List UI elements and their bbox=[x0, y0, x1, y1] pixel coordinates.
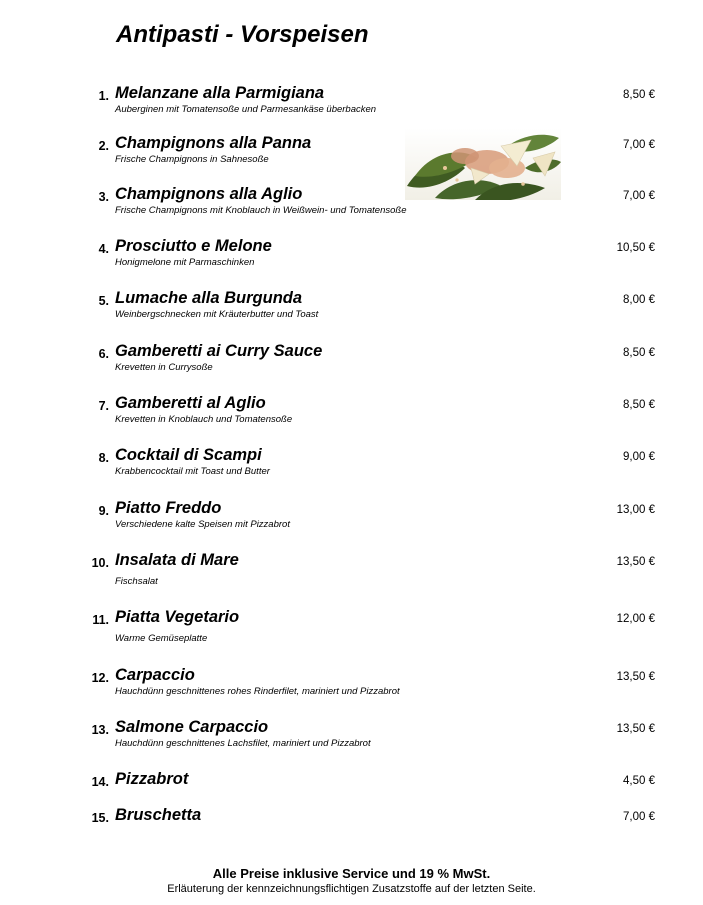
item-price: 4,50 € bbox=[623, 775, 655, 787]
item-description: Warme Gemüseplatte bbox=[115, 633, 208, 644]
item-number: 13. bbox=[91, 723, 109, 737]
page-title: Antipasti - Vorspeisen bbox=[116, 21, 369, 48]
item-name: Pizzabrot bbox=[115, 770, 189, 788]
item-number: 4. bbox=[98, 242, 109, 256]
menu-item bbox=[0, 770, 703, 810]
item-name: Cocktail di Scampi bbox=[115, 446, 262, 464]
item-number: 7. bbox=[98, 399, 109, 413]
menu-item bbox=[0, 394, 703, 434]
item-price: 13,50 € bbox=[616, 671, 655, 683]
item-number: 15. bbox=[91, 811, 109, 825]
item-name: Piatta Vegetario bbox=[115, 608, 240, 626]
item-name: Prosciutto e Melone bbox=[115, 237, 272, 255]
item-name: Insalata di Mare bbox=[115, 551, 239, 569]
item-description: Weinbergschnecken mit Kräuterbutter und Toast bbox=[115, 309, 319, 320]
item-number: 3. bbox=[98, 190, 109, 204]
item-description: Krevetten in Knoblauch und Tomatensoße bbox=[115, 414, 293, 425]
item-description: Frische Champignons mit Knoblauch in Weißwein- und Tomatensoße bbox=[115, 205, 407, 216]
item-price: 12,00 € bbox=[616, 613, 655, 625]
item-description: Frische Champignons in Sahnesoße bbox=[115, 154, 269, 165]
item-price: 8,00 € bbox=[623, 294, 655, 306]
menu-item bbox=[0, 666, 703, 706]
item-name: Lumache alla Burgunda bbox=[115, 289, 303, 307]
item-price: 8,50 € bbox=[623, 399, 655, 411]
item-name: Piatto Freddo bbox=[115, 499, 222, 517]
item-number: 1. bbox=[98, 89, 109, 103]
menu-item bbox=[0, 237, 703, 277]
item-number: 11. bbox=[92, 613, 109, 627]
footer-additives-note: Erläuterung der kennzeichnungsflichtigen Zusatzstoffe auf der letzten Seite. bbox=[167, 883, 536, 895]
item-name: Champignons alla Aglio bbox=[115, 185, 303, 203]
item-name: Gamberetti al Aglio bbox=[115, 394, 266, 412]
item-number: 2. bbox=[98, 139, 109, 153]
item-number: 10. bbox=[91, 556, 109, 570]
item-price: 7,00 € bbox=[623, 190, 655, 202]
item-number: 12. bbox=[91, 671, 109, 685]
item-name: Gamberetti ai Curry Sauce bbox=[115, 342, 323, 360]
item-name: Carpaccio bbox=[115, 666, 195, 684]
item-description: Auberginen mit Tomatensoße und Parmesankäse überbacken bbox=[115, 104, 377, 115]
item-name: Champignons alla Panna bbox=[115, 134, 312, 152]
item-description: Krevetten in Currysoße bbox=[115, 362, 213, 373]
item-price: 10,50 € bbox=[616, 242, 655, 254]
item-price: 13,50 € bbox=[616, 556, 655, 568]
item-description: Honigmelone mit Parmaschinken bbox=[115, 257, 255, 268]
item-name: Bruschetta bbox=[115, 806, 202, 824]
item-name: Melanzane alla Parmigiana bbox=[115, 84, 325, 102]
menu-item bbox=[0, 134, 703, 174]
item-description: Hauchdünn geschnittenes Lachsfilet, mariniert und Pizzabrot bbox=[115, 738, 371, 749]
item-price: 13,50 € bbox=[616, 723, 655, 735]
item-price: 7,00 € bbox=[623, 139, 655, 151]
item-number: 14. bbox=[91, 775, 109, 789]
menu-item bbox=[0, 551, 703, 591]
item-description: Hauchdünn geschnittenes rohes Rinderfilet, mariniert und Pizzabrot bbox=[115, 686, 400, 697]
menu-item bbox=[0, 608, 703, 648]
menu-item bbox=[0, 446, 703, 486]
menu-item bbox=[0, 289, 703, 329]
menu-item bbox=[0, 84, 703, 124]
item-price: 8,50 € bbox=[623, 89, 655, 101]
menu-item bbox=[0, 185, 703, 225]
item-price: 7,00 € bbox=[623, 811, 655, 823]
item-description: Krabbencocktail mit Toast und Butter bbox=[115, 466, 270, 477]
footer-price-note: Alle Preise inklusive Service und 19 % MwSt. bbox=[212, 866, 491, 881]
item-name: Salmone Carpaccio bbox=[115, 718, 269, 736]
item-number: 6. bbox=[98, 347, 109, 361]
item-price: 13,00 € bbox=[616, 504, 655, 516]
item-price: 9,00 € bbox=[623, 451, 655, 463]
menu-item bbox=[0, 342, 703, 382]
menu-item bbox=[0, 806, 703, 846]
menu-item bbox=[0, 499, 703, 539]
item-number: 8. bbox=[98, 451, 109, 465]
item-price: 8,50 € bbox=[623, 347, 655, 359]
item-number: 5. bbox=[98, 294, 109, 308]
item-description: Verschiedene kalte Speisen mit Pizzabrot bbox=[115, 519, 290, 530]
item-description: Fischsalat bbox=[115, 576, 158, 587]
menu-item bbox=[0, 718, 703, 758]
item-number: 9. bbox=[98, 504, 109, 518]
